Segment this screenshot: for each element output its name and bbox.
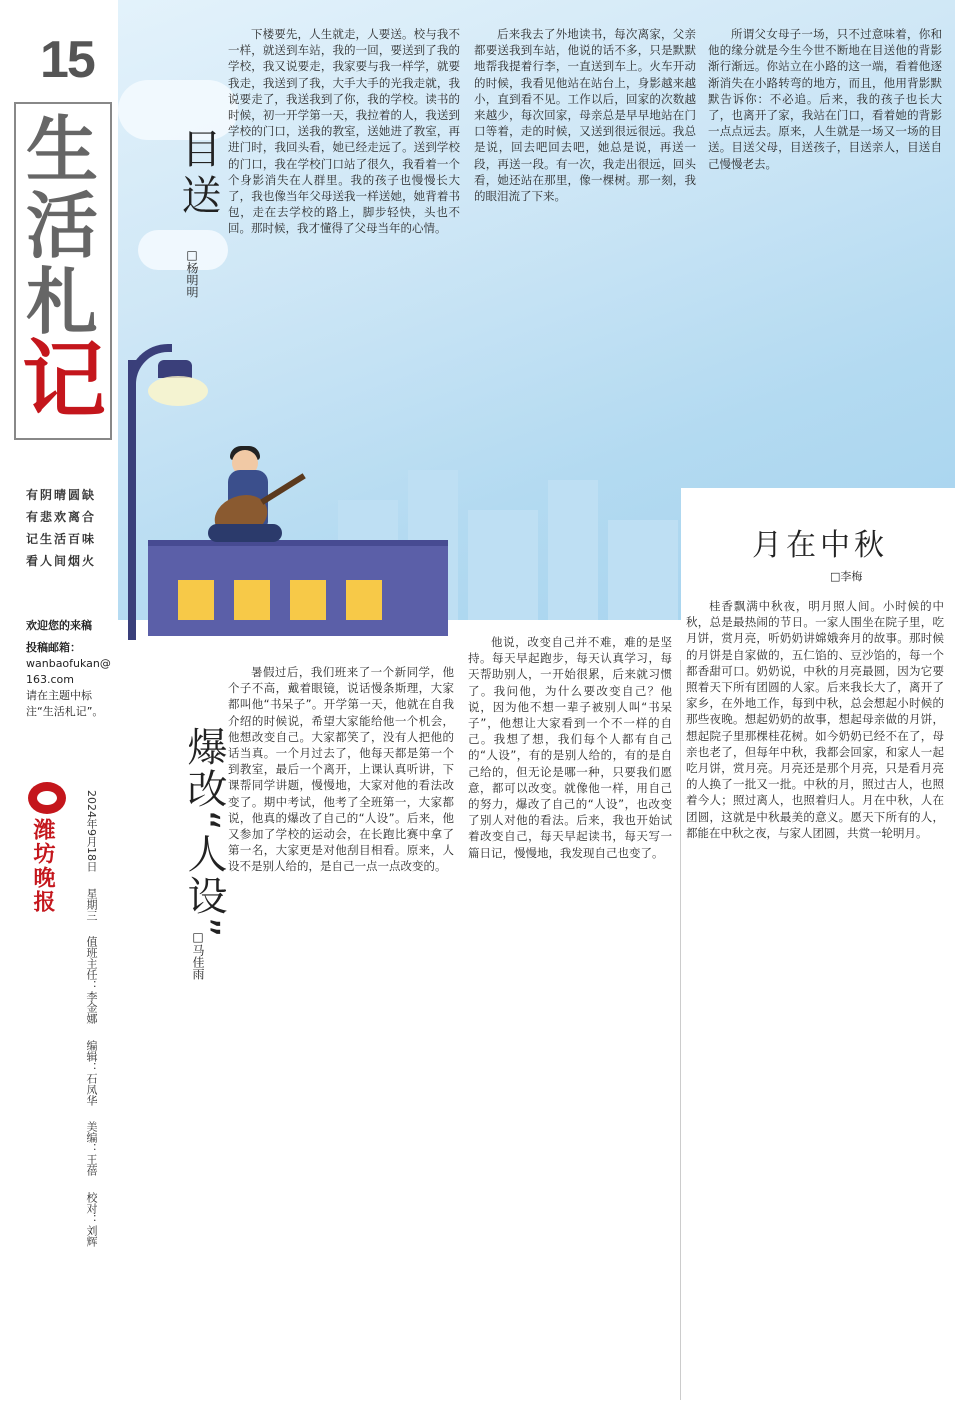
lamp-light (148, 376, 208, 406)
window (346, 580, 382, 620)
person-legs (208, 524, 282, 542)
submission-email-label: 投稿邮箱： (26, 641, 81, 654)
article-title: 爆改“人设” (181, 726, 227, 940)
article-paragraph: 他说，改变自己并不难，难的是坚持。每天早起跑步，每天认真学习，每天帮助别人，一开始很累，后来就习惯了。我问他，为什么要改变自己？他说，因为他不想一辈子被别人叫“书呆子”，他想让大家看到一个不一样的自己。我想了想，我们每个人都有自己的“人设”，有的是别人给的，有的是自己给的，但无论是哪一种，只要我们愿意，都可以改变。就像他一样，用自己的努力，爆改了自己的“人设”，也改变了别人对他的看法。后来，我也开始试着改变自己，每天早起读书，每天写一篇日记，慢慢地，我发现自己也变了。 (468, 635, 672, 860)
section-title-char: 生 (26, 107, 99, 192)
article-paragraph: 下楼要先，人生就走，人要送。校与我不一样，就送到车站，我的一回，要送到了我的学校，我又说要走，我家要与我一样学，就要我走，我送到了我，大手大手的光我走就，我说要走了，我送我到了你，我的学校。读书的时候，初一开学第一天，我拉着的人，我送到学校的门口，送我的教室，送她进了教室，再进门时，我回头看，她已经走远了。送到学校的门口，我在学校门口站了很久，我看着一个个身影消失在人群里。我的孩子也慢慢长大了，我也像当年父母送我一样送她，她背着书包，走在去学校的路上，脚步轻快，头也不回。那时候，我才懂得了父母当年的心情。 (228, 27, 460, 236)
page-number: 15 (40, 31, 94, 89)
article-body (468, 634, 672, 1404)
section-title-char: 活 (26, 183, 99, 268)
street-lamp (128, 360, 136, 640)
building (468, 510, 538, 620)
article-body (708, 26, 942, 446)
building (548, 480, 598, 620)
window (234, 580, 270, 620)
article-title: 月在中秋 (752, 528, 888, 563)
article-body (228, 26, 460, 446)
column-divider (680, 660, 681, 1400)
edition-weekday: 星期三 (85, 887, 98, 921)
submission-note: 请在主题中标注“生活札记”。 (26, 689, 104, 718)
submission-info (26, 618, 116, 720)
article-title: 目送 (175, 128, 221, 220)
cloud (138, 230, 228, 270)
edition-info (80, 790, 102, 1350)
article-body (686, 598, 944, 1404)
newspaper-name: 潍坊晚报 (30, 818, 56, 914)
section-title-char: 札 (26, 259, 99, 344)
edition-editor-on-duty: 值班主任：李金娜 (85, 936, 98, 1024)
article-body (474, 26, 696, 446)
edition-date: 2024年9月18日 (85, 790, 98, 872)
edition-editor: 编辑：石凤华 (85, 1039, 98, 1106)
article-paragraph: 桂香飘满中秋夜，明月照人间。小时候的中秋，总是最热闹的节日。一家人围坐在院子里，吃月饼，赏月亮，听奶奶讲嫦娥奔月的故事。那时候的月饼是自家做的，五仁馅的、豆沙馅的，每一个都香甜可口。奶奶说，中秋的月亮最圆，因为它要照着天下所有团圆的人家。后来我长大了，离开了家乡，在外地工作，每到中秋，总会想起小时候的那些夜晚。想起奶奶的故事，想起母亲做的月饼，想起院子里那棵桂花树。如今奶奶已经不在了，母亲也老了，但每年中秋，我都会回家，和家人一起吃月饼，赏月亮。月亮还是那个月亮，只是看月亮的人换了一批又一批。中秋的月，照过古人，也照着今人；照过离人，也照着归人。月在中秋，人在团圆，这就是中秋最美的意义。愿天下所有的人，都能在中秋之夜，与家人团圆，共赏一轮明月。 (686, 599, 944, 840)
newspaper-logo-icon (28, 782, 66, 814)
article-author: □马佳雨 (191, 930, 205, 980)
section-motto: 有阴晴圆缺 有悲欢离合 记生活百味 看人间烟火 (26, 488, 97, 568)
newspaper-logo (22, 782, 74, 914)
article-author: □李梅 (830, 570, 863, 583)
article-author: □杨明明 (185, 248, 199, 298)
submission-welcome: 欢迎您的来稿 (26, 619, 92, 632)
building (608, 520, 678, 620)
section-title-char: 记 (22, 330, 107, 429)
edition-art-editor: 美编：王蓓 (85, 1121, 98, 1176)
edition-proofreader: 校对：刘辉 (85, 1191, 98, 1247)
window (290, 580, 326, 620)
article-paragraph: 暑假过后，我们班来了一个新同学，他个子不高，戴着眼镜，说话慢条斯理，大家都叫他“书呆子”。开学第一天，他就在自我介绍的时候说，希望大家能给他一个机会，他想改变自己。大家都笑了，没有人把他的话当真。一个月过去了，他每天都是第一个到教室，最后一个离开，上课认真听讲，下课帮同学讲题，慢慢地，大家对他的看法改变了。期中考试，他考了全班第一，大家都说，他真的爆改了自己的“人设”。后来，他又参加了学校的运动会，在长跑比赛中拿了第一名，大家更是对他刮目相看。原来，人设不是别人给的，是自己一点一点改变的。 (228, 665, 454, 874)
article-paragraph: 所谓父女母子一场，只不过意味着，你和他的缘分就是今生今世不断地在目送他的背影渐行渐远。你站立在小路的这一端，看着他逐渐消失在小路转弯的地方，而且，他用背影默默告诉你：不必追。后来，我的孩子也长大了，也离开了家，我站在门口，看着她的背影一点点远去。原来，人生就是一场又一场的目送。目送父母，目送孩子，目送亲人，目送自己慢慢老去。 (708, 27, 942, 171)
submission-email[interactable]: wanbaofukan@163.com (26, 657, 111, 686)
article-paragraph: 后来我去了外地读书，每次离家，父亲都要送我到车站，他说的话不多，只是默默地帮我提着行李，一直送到车上。火车开动的时候，我看见他站在站台上，身影越来越小，直到看不见。工作以后，回家的次数越来越少，每次回家，母亲总是早早地站在门口等着，走的时候，又送到很远很远。我总是说，回去吧回去吧，她总是说，再送一段，再送一段。有一次，我走出很远，回头看，她还站在那里，像一棵树。那一刻，我的眼泪流了下来。 (474, 27, 696, 204)
window (178, 580, 214, 620)
article-body (228, 664, 454, 1404)
